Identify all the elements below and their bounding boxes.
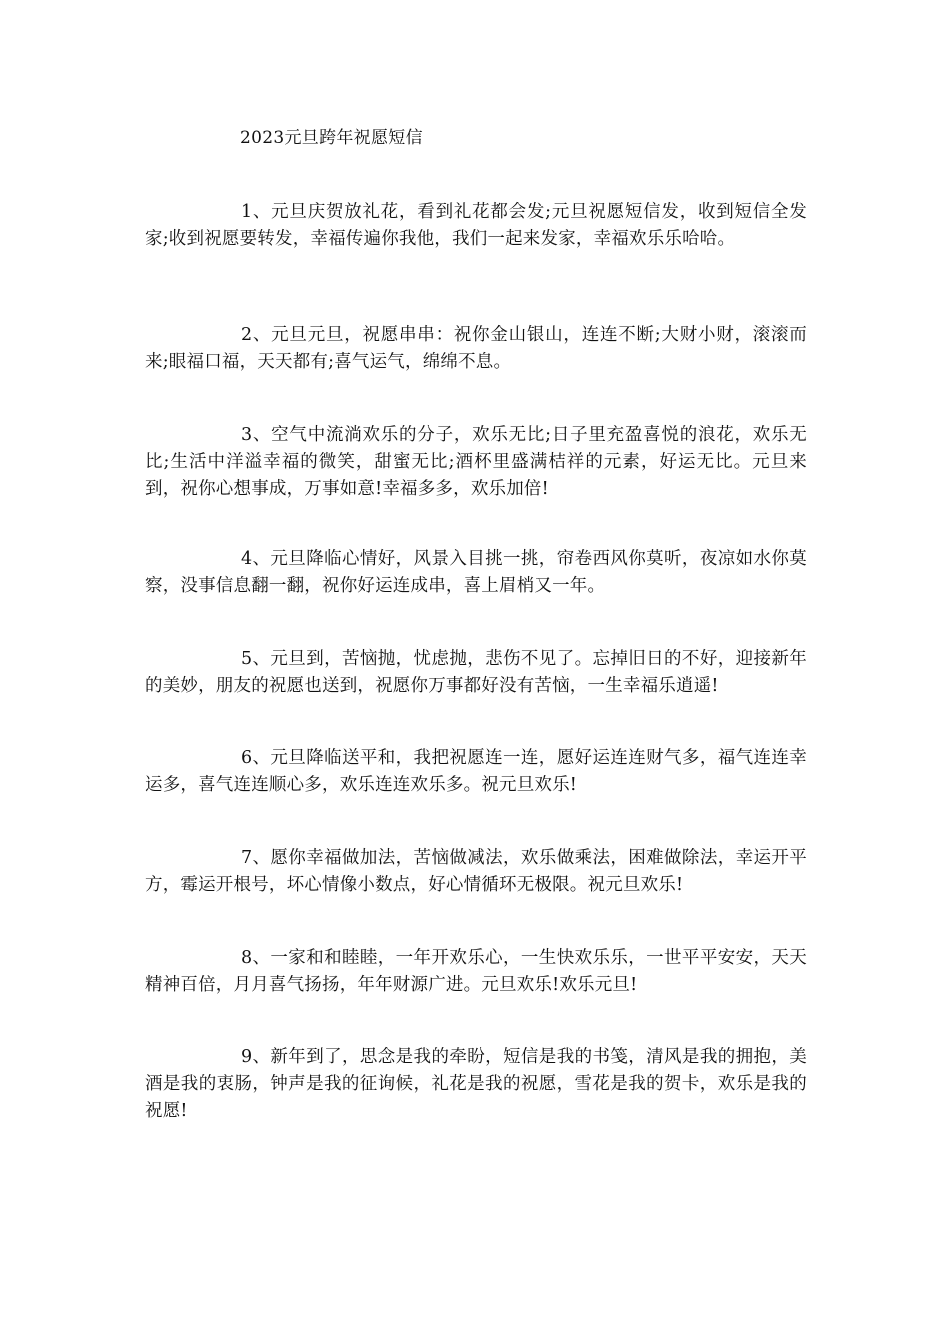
document-title: 2023元旦跨年祝愿短信 — [240, 128, 423, 148]
paragraph-5: 5、元旦到，苦恼抛，忧虑抛，悲伤不见了。忘掉旧日的不好，迎接新年的美妙，朋友的祝愿也送到，祝愿你万事都好没有苦恼，一生幸福乐逍遥! — [145, 649, 807, 696]
paragraph-3: 3、空气中流淌欢乐的分子，欢乐无比;日子里充盈喜悦的浪花，欢乐无比;生活中洋溢幸福的微笑，甜蜜无比;酒杯里盛满桔祥的元素，好运无比。元旦来到，祝你心想事成，万事如意!幸福多多，欢乐加倍! — [145, 425, 807, 499]
paragraph-4: 4、元旦降临心情好，风景入目挑一挑，帘卷西风你莫听，夜凉如水你莫察，没事信息翻一翻，祝你好运连成串，喜上眉梢又一年。 — [145, 549, 807, 596]
paragraph-2: 2、元旦元旦，祝愿串串：祝你金山银山，连连不断;大财小财，滚滚而来;眼福口福，天天都有;喜气运气，绵绵不息。 — [145, 325, 807, 372]
paragraph-1: 1、元旦庆贺放礼花，看到礼花都会发;元旦祝愿短信发，收到短信全发家;收到祝愿要转发，幸福传遍你我他，我们一起来发家，幸福欢乐乐哈哈。 — [145, 202, 807, 249]
paragraph-9: 9、新年到了，思念是我的牵盼，短信是我的书笺，清风是我的拥抱，美酒是我的衷肠，钟声是我的征询候，礼花是我的祝愿，雪花是我的贺卡，欢乐是我的祝愿! — [145, 1047, 807, 1121]
paragraph-6: 6、元旦降临送平和，我把祝愿连一连，愿好运连连财气多，福气连连幸运多，喜气连连顺心多，欢乐连连欢乐多。祝元旦欢乐! — [145, 748, 807, 795]
paragraph-7: 7、愿你幸福做加法，苦恼做减法，欢乐做乘法，困难做除法，幸运开平方，霉运开根号，坏心情像小数点，好心情循环无极限。祝元旦欢乐! — [145, 848, 807, 895]
paragraph-8: 8、一家和和睦睦，一年开欢乐心，一生快欢乐乐，一世平平安安，天天精神百倍，月月喜气扬扬，年年财源广进。元旦欢乐!欢乐元旦! — [145, 948, 807, 995]
